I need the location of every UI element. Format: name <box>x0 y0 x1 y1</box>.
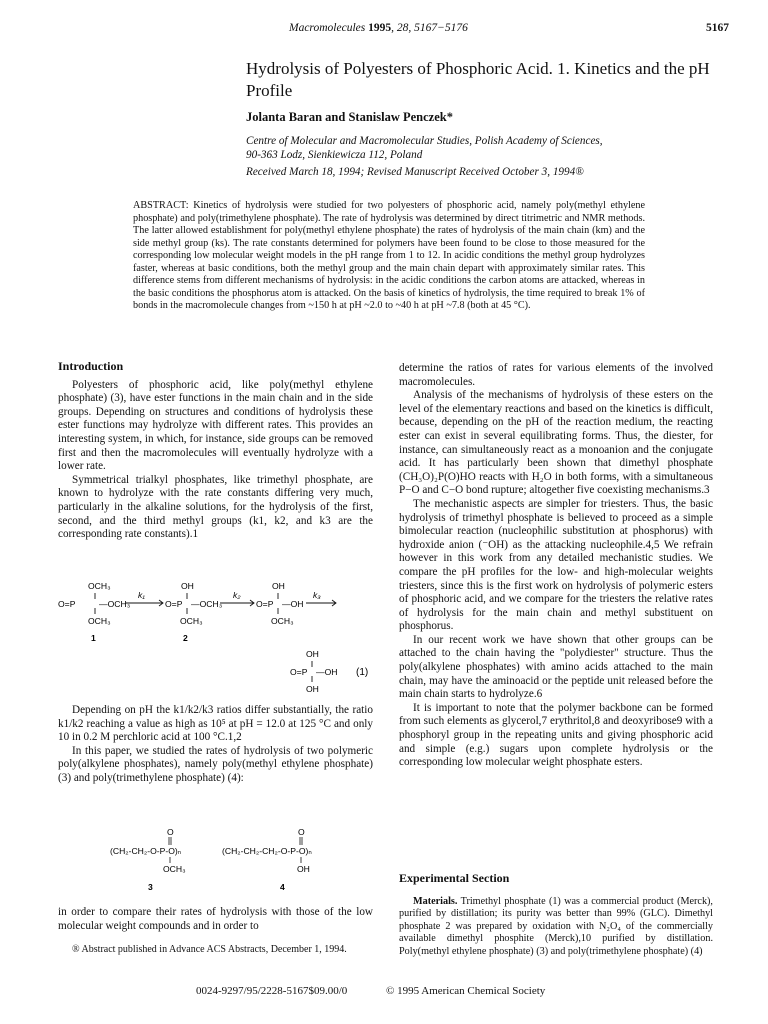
product-bottom-substituent: OH <box>306 684 319 694</box>
article-title: Hydrolysis of Polyesters of Phosphoric Acid. 1. Kinetics and the pH Profile <box>246 59 710 100</box>
intro-paragraph-3: Depending on pH the k1/k2/k3 ratios differ substantially, the ratio k1/k2 reaching a value as high as 10⁵ at pH = 12.0 at 125 °C and only 10 in 0.2 M perchloric acid at 100 °C.1,2 <box>58 704 373 744</box>
compound-label-2: 2 <box>183 633 188 643</box>
compound-2-top-substituent: OH <box>181 581 194 591</box>
left-column-top <box>58 360 373 542</box>
polymer-label-3: 3 <box>148 882 153 892</box>
running-header <box>0 22 768 38</box>
rate-constant-k2: k₂ <box>233 590 241 600</box>
footer-copyright: © 1995 American Chemical Society <box>386 985 546 997</box>
journal-citation: Macromolecules 1995, 28, 5167−5176 <box>289 22 468 34</box>
intro-paragraph-1: Polyesters of phosphoric acid, like poly(methyl ethylene phosphate) (3), have ester functions in the main chain and in the side groups. Depending on structures and conditions of hydrolysis these ester functions may hydrolyze with different rates. This provides an interesting system, in which, for instance, side groups can be removed first and then the macromolecules will eventually hydrolyze with a lower rate. <box>58 378 373 473</box>
intermediate-top-substituent: OH <box>272 581 285 591</box>
authors: Jolanta Baran and Stanislaw Penczek* <box>246 110 453 124</box>
intermediate-core: O=P <box>256 599 274 609</box>
compound-1-core: O=P <box>58 599 76 609</box>
received-dates: Received March 18, 1994; Revised Manuscript Received October 3, 1994® <box>246 166 584 178</box>
intermediate-right-substituent: —OH <box>282 599 304 609</box>
journal-year: 1995 <box>368 22 392 34</box>
right-paragraph-1: determine the ratios of rates for various elements of the involved macromolecules. <box>399 362 713 388</box>
intro-paragraph-4: In this paper, we studied the rates of hydrolysis of two polymeric poly(alkylene phosphates), namely poly(methyl ethylene phosphate) (3) and poly(trimethylene phosphate) (4): <box>58 744 373 784</box>
compound-1-bottom-substituent: OCH₃ <box>88 616 111 626</box>
product-core: O=P <box>290 667 308 677</box>
polymer-3-carbonyl-oxygen: O <box>167 827 174 837</box>
polymer-4-substituent: OH <box>297 864 310 874</box>
footer-code: 0024-9297/95/2228-5167$09.00/0 <box>196 985 348 997</box>
materials-paragraph <box>399 896 713 958</box>
product-top-substituent: OH <box>306 649 319 659</box>
equation-number: (1) <box>356 667 369 678</box>
introduction-heading: Introduction <box>58 359 124 373</box>
footnote-text: ® Abstract published in Advance ACS Abstracts, December 1, 1994. <box>72 944 347 955</box>
abstract-text: Kinetics of hydrolysis were studied for two polyesters of phosphoric acid, namely poly(methyl ethylene phosphate) and poly(trimethylene phosphate). The rate of hydrolysis was determined by direct titrimetric and NMR methods. The latter allowed establishment for poly(methyl ethylene phosphate) the rates of hydrolysis of the main chain (km) and the side methyl group (ks). The rate constants determined for polymers have been found to be close to those measured for the corresponding low molecular weight models in the pH range from 1 to 12. In acidic conditions the methyl group hydrolyzes faster, whereas at basic conditions, both the methyl group and the main chain depart with approximately similar rates. This difference stems from different mechanisms of hydrolysis: in the acidic conditions the carbon atoms are attacked, whereas in the basic conditions the phosphorus atom is attacked. On the basis of kinetics of hydrolysis, the time required to break 1% of bonds in the macromolecule changes from ~150 h at pH ~2.0 to ~40 h at pH ~7.8 (both at 45 °C). <box>133 200 646 311</box>
compound-1-right-substituent: —OCH₃ <box>99 599 131 609</box>
intro-paragraph-2: Symmetrical trialkyl phosphates, like trimethyl phosphate, are known to hydrolyze with the rate constants differing very much, particularly in the alkaline solutions, for the hydrolysis of the first, second, and the third methyl groups (k1, k2, and k3 are the corresponding rate constants).1 <box>58 473 373 541</box>
intro-paragraph-5: in order to compare their rates of hydrolysis with those of the low molecular weight compounds and in order to <box>58 906 373 932</box>
materials-label: Materials. <box>413 896 458 907</box>
compound-2-core: O=P <box>165 599 183 609</box>
intermediate-bottom-substituent: OCH₃ <box>271 616 294 626</box>
affiliation-line-2: 90-363 Lodz, Sienkiewicza 112, Poland <box>246 149 423 161</box>
rate-constant-k3: k₃ <box>313 590 321 600</box>
polymer-3-substituent: OCH₃ <box>163 864 186 874</box>
experimental-heading: Experimental Section <box>399 871 510 885</box>
footnote <box>58 944 373 956</box>
right-paragraph-5: It is important to note that the polymer backbone can be formed from such elements as glycerol,7 erythritol,8 and deoxyribose9 with a phosphoryl group in the repeating units and giving phosphoric acid and simple (e.g.) sugars upon complete hydrolysis or the corresponding low molecular weight phosphate esters. <box>399 701 713 769</box>
right-column <box>399 362 713 770</box>
compound-2-bottom-substituent: OCH₃ <box>180 616 203 626</box>
compound-1-top-substituent: OCH₃ <box>88 581 111 591</box>
left-column-middle <box>58 704 373 786</box>
abstract <box>133 200 645 313</box>
abstract-label: ABSTRACT: <box>133 200 189 211</box>
polymer-structures <box>110 826 360 894</box>
materials-text: Trimethyl phosphate (1) was a commercial product (Merck), purified by distillation; its purity was better than 99% (GLC). Dimethyl phosphate 2 was prepared by oxidation with N₂O₄ of the commercially available dimethyl phosphite (Merck),10 purified by distillation. Poly(methyl ethylene phosphate) (3) and poly(trimethylene phosphate) (4) <box>399 896 713 957</box>
polymer-4-formula: (CH₂-CH₂-CH₂-O-P-O)ₙ <box>222 846 312 856</box>
hydrolysis-scheme <box>58 578 378 696</box>
polymer-label-4: 4 <box>280 882 285 892</box>
compound-2-right-substituent: —OCH₃ <box>191 599 223 609</box>
page-number: 5167 <box>706 22 729 34</box>
left-column-bottom <box>58 906 373 933</box>
affiliation <box>246 134 716 162</box>
polymer-4-carbonyl-oxygen: O <box>298 827 305 837</box>
product-right-substituent: —OH <box>316 667 338 677</box>
compound-label-1: 1 <box>91 633 96 643</box>
right-paragraph-2: Analysis of the mechanisms of hydrolysis of these esters on the level of the elementary reactions and based on the kinetics is difficult, because, depending on the pH of the reaction medium, the reacting ester can exist in several equilibrating forms. Thus, the diester, for instance, can simultaneously react as a monoanion and the conjugate acid. It has particularly been shown that dimethyl phosphate (CH₃O)₂P(O)HO reacts with H₂O in both forms, with a simultaneous P−O and C−O bond rupture; altogether five coexisting mechanisms.3 <box>399 389 713 497</box>
affiliation-line-1: Centre of Molecular and Macromolecular Studies, Polish Academy of Sciences, <box>246 135 603 147</box>
right-paragraph-4: In our recent work we have shown that other groups can be attached to the chain having the "polydiester" structure. Thus the poly(alkylene phosphates) with amino acids attached to the main chain, may have the aminoacid or the peptide unit released before the main chain starts to hydrolyze.6 <box>399 633 713 701</box>
rate-constant-k1: k₁ <box>138 590 146 600</box>
polymer-3-formula: (CH₂-CH₂-O-P-O)ₙ <box>110 846 182 856</box>
right-paragraph-3: The mechanistic aspects are simpler for triesters. Thus, the basic hydrolysis of trimethyl phosphate is believed to proceed as a simple bimolecular reaction (nucleophilic substitution at phosphorus) with hydroxide anion (⁻OH) as the attacking nucleophile.4,5 We refrain however in this work from any detailed mechanistic studies. We compare the pH profiles for the low- and high-molecular weights triesters, since this is the first work on hydrolysis of polymeric esters of phosphoric acid, and we compare for the triesters the relative rates of hydrolysis for the main chain and methyl substituent on phosphorus. <box>399 497 713 633</box>
